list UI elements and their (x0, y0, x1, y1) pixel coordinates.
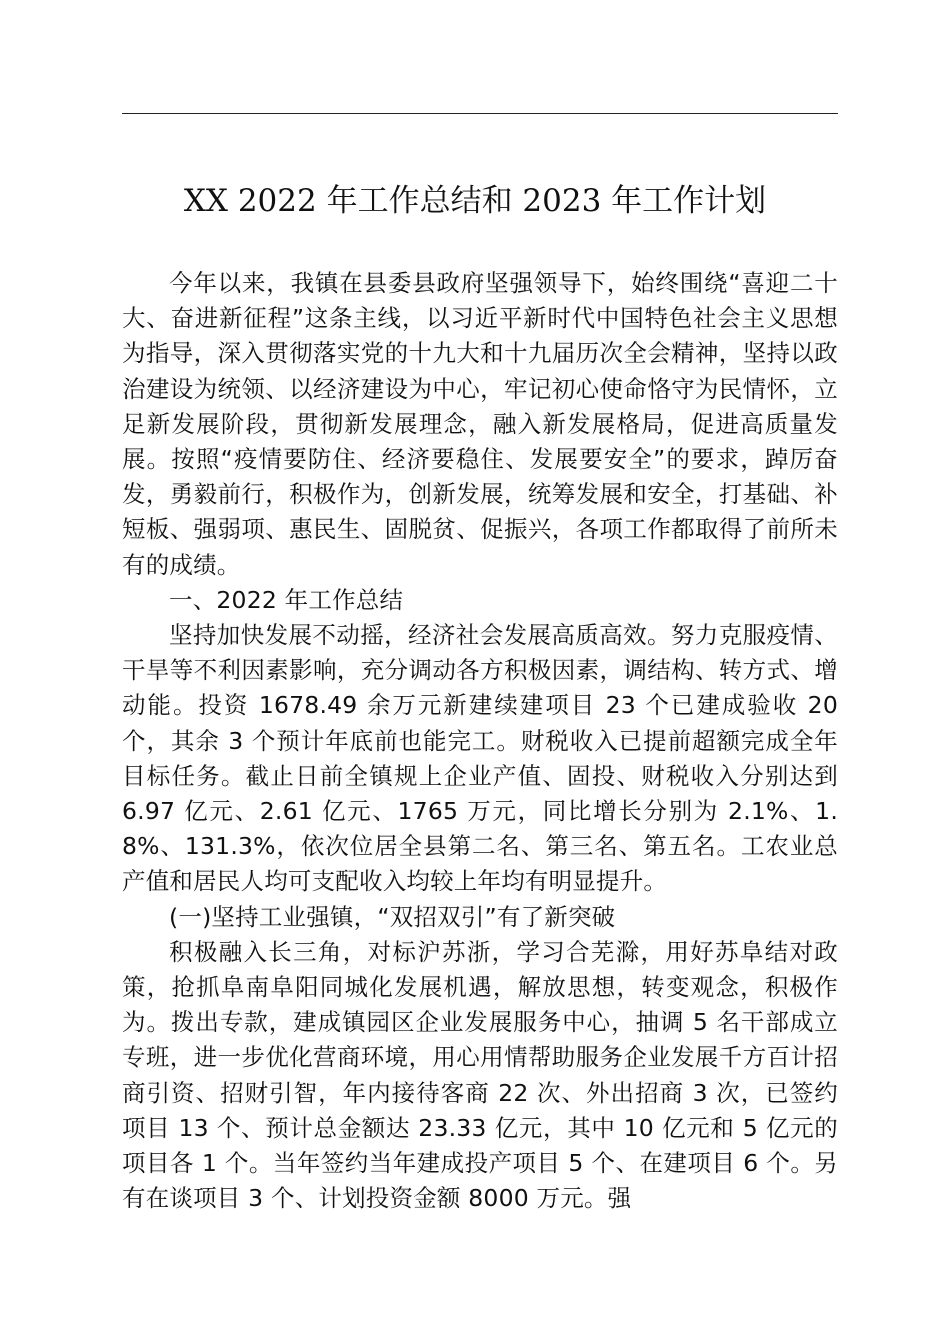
header-divider (122, 113, 838, 114)
subsection-heading-industry: (一)坚持工业强镇，“双招双引”有了新突破 (169, 902, 616, 931)
document-title: XX 2022 年工作总结和 2023 年工作计划 (183, 183, 767, 219)
document-body (122, 266, 838, 1216)
section-heading-2022-summary: 一、2022 年工作总结 (169, 585, 404, 614)
section-summary-paragraph: 坚持加快发展不动摇，经济社会发展高质高效。努力克服疫情、干旱等不利因素影响，充分调动各方积极因素，调结构、转方式、增动能。投资 1678.49 余万元新建续建项目 23 个已建成验收 20 个，其余 3 个预计年底前也能完工。财税收入已提前超额完成全年目标任务。截止日前全镇规上企业产值、固投、财税收入分别达到 6.97 亿元、2.61 亿元、1765 万元，同比增长分别为 2.1%、1.8%、131.3%，依次位居全县第二名、第三名、第五名。工农业总产值和居民人均可支配收入均较上年均有明显提升。 (122, 621, 838, 896)
intro-paragraph: 今年以来，我镇在县委县政府坚强领导下，始终围绕“喜迎二十大、奋进新征程”这条主线，以习近平新时代中国特色社会主义思想为指导，深入贯彻落实党的十九大和十九届历次全会精神，坚持以政治建设为统领、以经济建设为中心，牢记初心使命恪守为民情怀，立足新发展阶段，贯彻新发展理念，融入新发展格局，促进高质量发展。按照“疫情要防住、经济要稳住、发展要安全”的要求，踔厉奋发，勇毅前行，积极作为，创新发展，统筹发展和安全，打基础、补短板、强弱项、惠民生、固脱贫、促振兴，各项工作都取得了前所未有的成绩。 (122, 269, 838, 579)
subsection-industry-paragraph: 积极融入长三角，对标沪苏浙，学习合芜滁，用好苏阜结对政策，抢抓阜南阜阳同城化发展机遇，解放思想，转变观念，积极作为。拨出专款，建成镇园区企业发展服务中心，抽调 5 名干部成立专班，进一步优化营商环境，用心用情帮助服务企业发展千方百计招商引资、招财引智，年内接待客商 22 次、外出招商 3 次，已签约项目 13 个、预计总金额达 23.33 亿元，其中 10 亿元和 5 亿元的项目各 1 个。当年签约当年建成投产项目 5 个、在建项目 6 个。另有在谈项目 3 个、计划投资金额 8000 万元。强 (122, 937, 838, 1213)
